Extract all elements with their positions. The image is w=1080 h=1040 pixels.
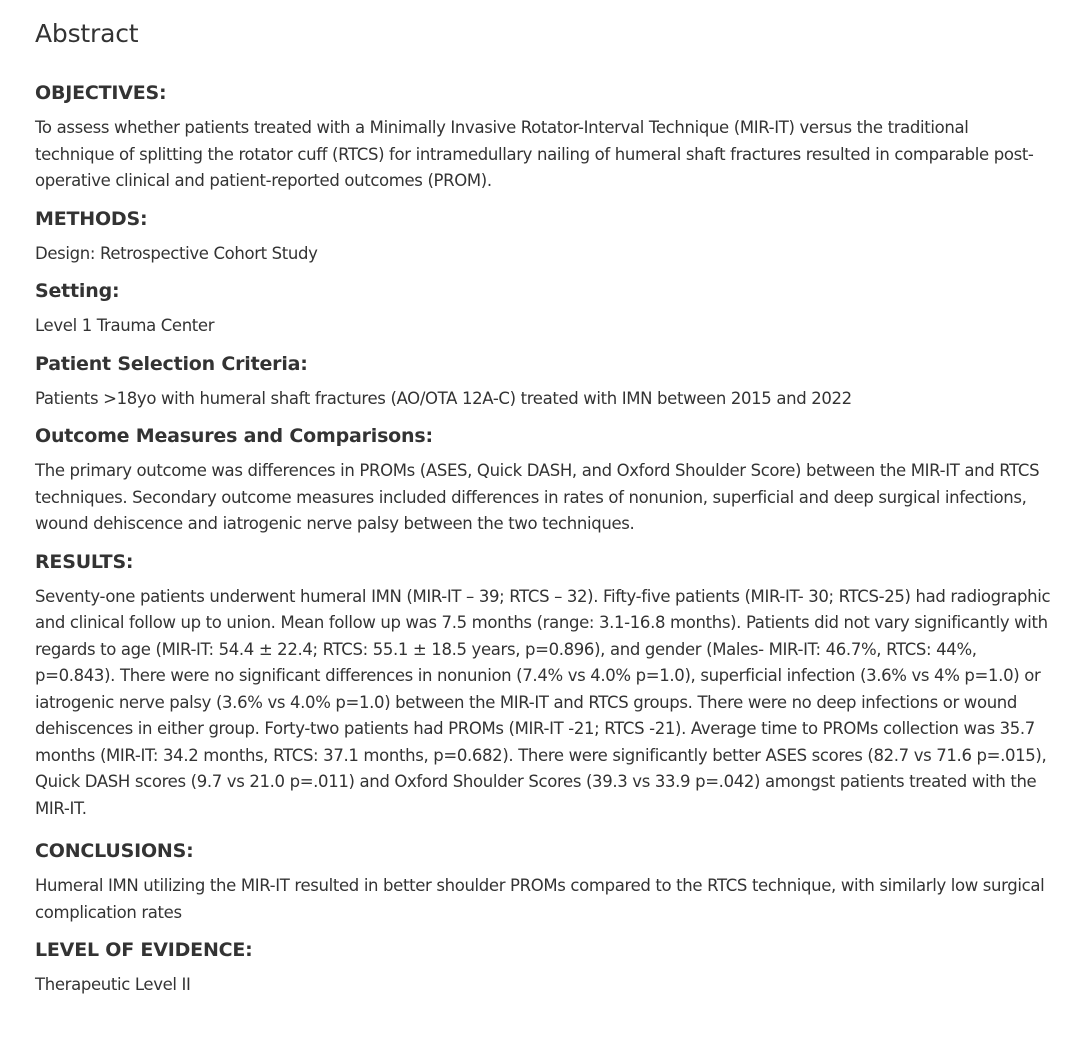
section-body-conclusions: Humeral IMN utilizing the MIR-IT resulted in better shoulder PROMs compared to the RTCS technique, with similarly low surgical complication rates xyxy=(35,876,1045,922)
section-level-of-evidence xyxy=(35,937,1052,999)
section-heading-objectives: OBJECTIVES: xyxy=(35,82,167,104)
section-objectives xyxy=(35,80,1052,195)
section-body-patient-selection: Patients >18yo with humeral shaft fractures (AO/OTA 12A-C) treated with IMN between 2015 and 2022 xyxy=(35,388,852,408)
section-setting xyxy=(35,278,1052,340)
section-heading-methods: METHODS: xyxy=(35,207,148,230)
section-body-outcome-measures: The primary outcome was differences in PROMs (ASES, Quick DASH, and Oxford Shoulder Score) between the MIR-IT and RTCS techniques. Secondary outcome measures included differences in rates of nonunion, superficial and deep surgical infections, wound dehiscence and iatrogenic nerve palsy between the two techniques. xyxy=(35,461,1040,533)
section-body-objectives: To assess whether patients treated with a Minimally Invasive Rotator-Interval Technique (MIR-IT) versus the traditional technique of splitting the rotator cuff (RTCS) for intramedullary nailing of humeral shaft fractures resulted in comparable post-operative clinical and patient-reported outcomes (PROM). xyxy=(35,118,1034,190)
section-body-level-of-evidence: Therapeutic Level II xyxy=(35,975,191,994)
section-body-setting: Level 1 Trauma Center xyxy=(35,316,215,335)
abstract-title: Abstract xyxy=(35,19,139,48)
section-heading-conclusions: CONCLUSIONS: xyxy=(35,840,194,862)
section-methods xyxy=(35,206,1052,268)
section-conclusions xyxy=(35,838,1052,926)
section-heading-results: RESULTS: xyxy=(35,550,134,573)
section-body-results: Seventy-one patients underwent humeral IMN (MIR-IT – 39; RTCS – 32). Fifty-five patients (MIR-IT- 30; RTCS-25) had radiographic and clinical follow up to union. Mean follow up was 7.5 months (range: 3.1-16.8 months). Patients did not vary significantly with regards to age (MIR-IT: 54.4 ± 22.4; RTCS: 55.1 ± 18.5 years, p=0.896), and gender (Males- MIR-IT: 46.7%, RTCS: 44%, p=0.843). There were no significant differences in nonunion (7.4% vs 4.0% p=1.0), superficial infection (3.6% vs 4% p=1.0) or iatrogenic nerve palsy (3.6% vs 4.0% p=1.0) between the MIR-IT and RTCS groups. There were no deep infections or wound dehiscences in either group. Forty-two patients had PROMs (MIR-IT -21; RTCS -21). Average time to PROMs collection was 35.7 months (MIR-IT: 34.2 months, RTCS: 37.1 months, p=0.682). There were significantly better ASES scores (82.7 vs 71.6 p=.015), Quick DASH scores (9.7 vs 21.0 p=.011) and Oxford Shoulder Scores (39.3 vs 33.9 p=.042) amongst patients treated with the MIR-IT. xyxy=(35,586,1051,818)
section-heading-outcome-measures: Outcome Measures and Comparisons: xyxy=(35,425,433,447)
section-patient-selection xyxy=(35,351,1052,413)
section-results xyxy=(35,549,1052,823)
section-heading-setting: Setting: xyxy=(35,280,120,302)
section-outcome-measures xyxy=(35,423,1052,538)
section-body-methods: Design: Retrospective Cohort Study xyxy=(35,243,318,263)
section-heading-patient-selection: Patient Selection Criteria: xyxy=(35,352,308,375)
section-heading-level-of-evidence: LEVEL OF EVIDENCE: xyxy=(35,939,253,961)
